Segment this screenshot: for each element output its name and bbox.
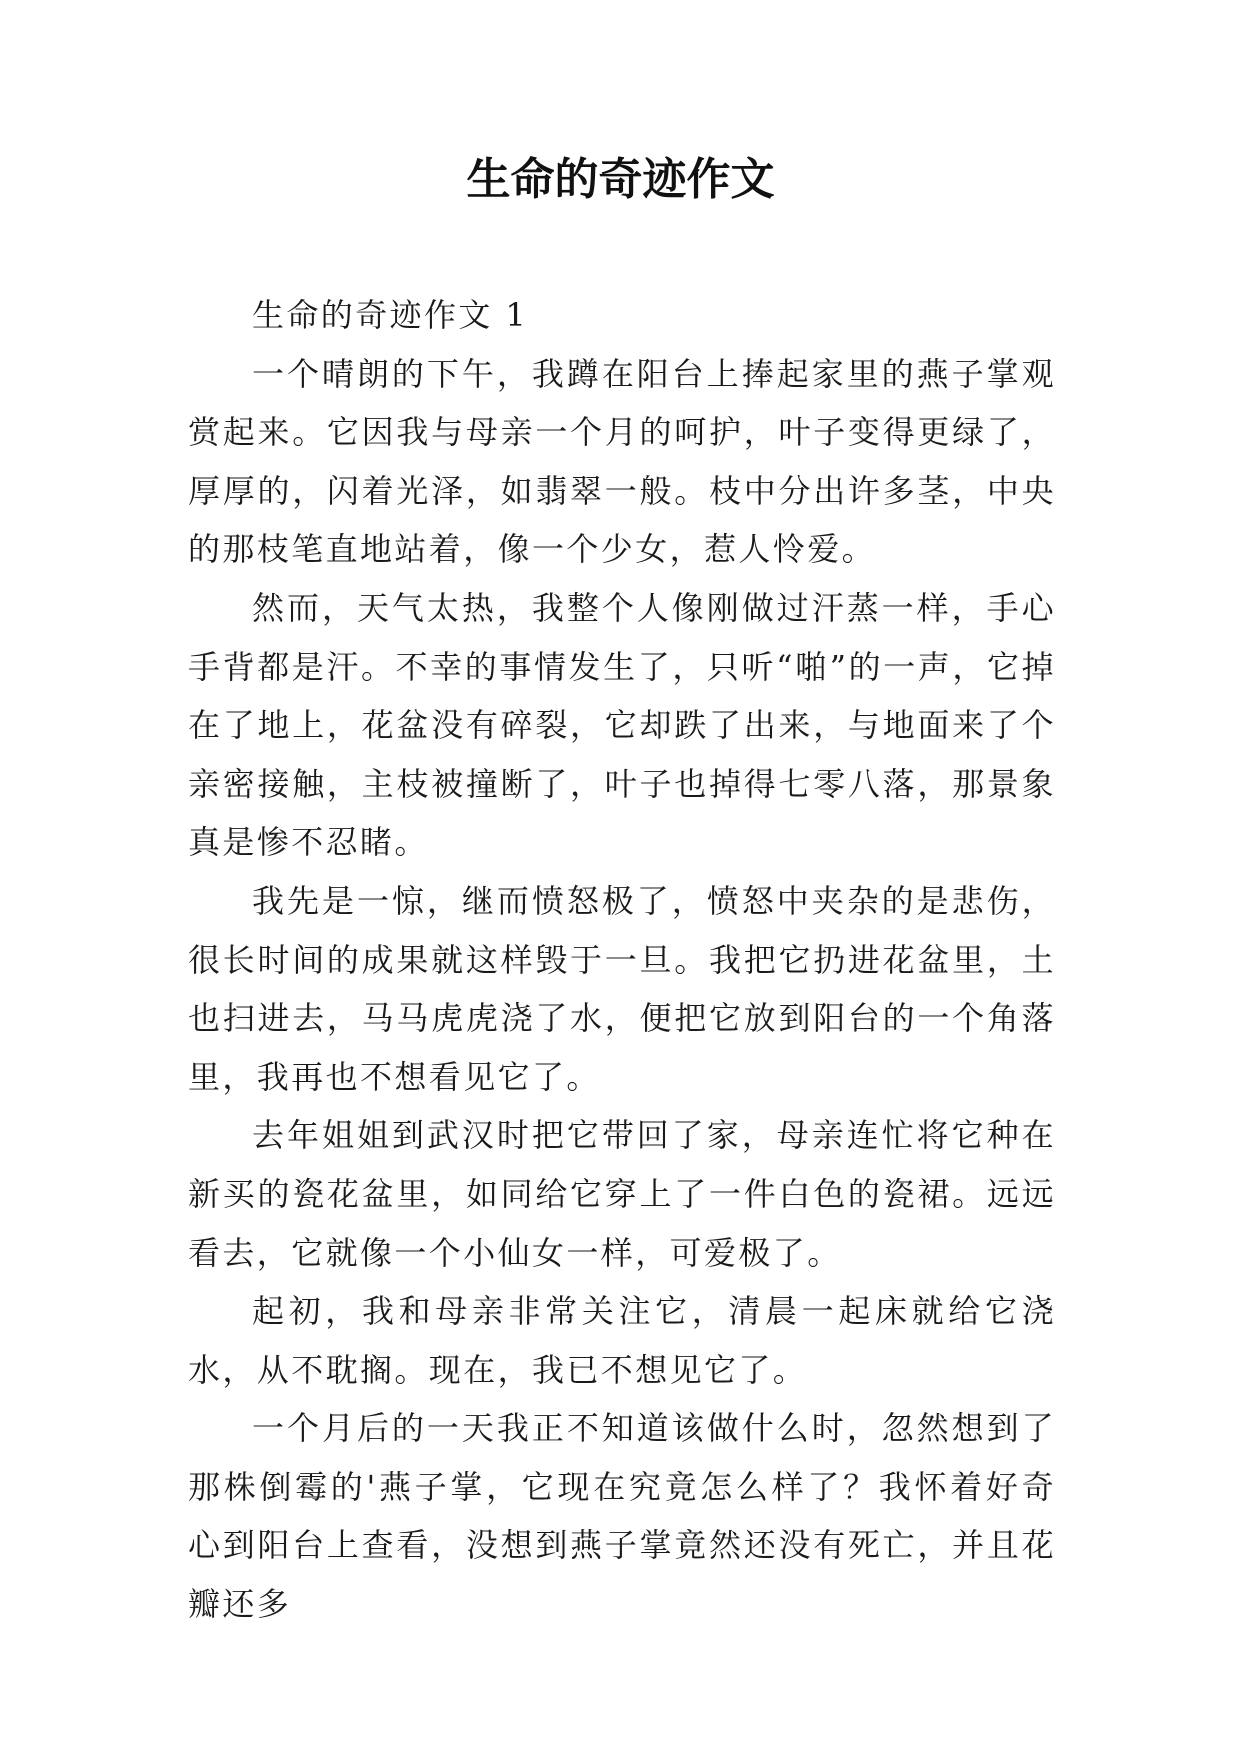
- paragraph: 一个晴朗的下午，我蹲在阳台上捧起家里的燕子掌观赏起来。它因我与母亲一个月的呵护，叶子变得更绿了，厚厚的，闪着光泽，如翡翠一般。枝中分出许多茎，中央的那枝笔直地站着，像一个少女，惹人怜爱。: [188, 354, 1056, 569]
- paragraph: 去年姐姐到武汉时把它带回了家，母亲连忙将它种在新买的瓷花盆里，如同给它穿上了一件白色的瓷裙。远远看去，它就像一个小仙女一样，可爱极了。: [188, 1116, 1056, 1272]
- paragraph: 一个月后的一天我正不知道该做什么时，忽然想到了那株倒霉的'燕子掌，它现在究竟怎么样了？我怀着好奇心到阳台上查看，没想到燕子掌竟然还没有死亡，并且花瓣还多: [188, 1409, 1056, 1624]
- document-title: 生命的奇迹作文: [466, 154, 775, 205]
- paragraph: 然而，天气太热，我整个人像刚做过汗蒸一样，手心手背都是汗。不幸的事情发生了，只听“啪”的一声，它掉在了地上，花盆没有碎裂，它却跌了出来，与地面来了个亲密接触，主枝被撞断了，叶子也掉得七零八落，那景象真是惨不忍睹。: [188, 588, 1056, 862]
- paragraph: 我先是一惊，继而愤怒极了，愤怒中夹杂的是悲伤，很长时间的成果就这样毁于一旦。我把它扔进花盆里，土也扫进去，马马虎虎浇了水，便把它放到阳台的一个角落里，我再也不想看见它了。: [188, 881, 1056, 1096]
- document-body: [188, 286, 1056, 1634]
- section-heading: 生命的奇迹作文 1: [252, 296, 529, 334]
- paragraph: 起初，我和母亲非常关注它，清晨一起床就给它浇水，从不耽搁。现在，我已不想见它了。: [188, 1292, 1056, 1389]
